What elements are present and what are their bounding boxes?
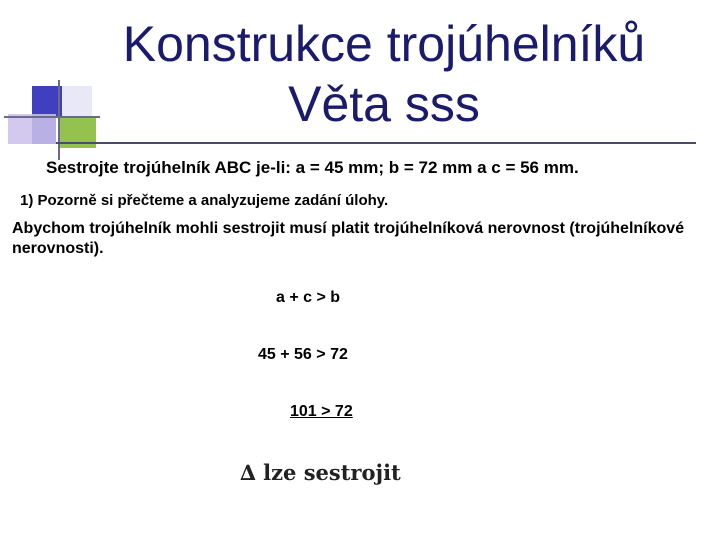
conclusion-text: ∆ lze sestrojit	[240, 460, 401, 485]
slide-title	[96, 14, 672, 134]
inequality-paragraph: Abychom trojúhelník mohli sestrojit musí platit trojúhelníková nerovnost (trojúhelníkové nerovnosti).	[12, 220, 685, 257]
deco-vertical-line	[58, 80, 60, 160]
deco-horizontal-line	[4, 116, 100, 118]
deco-square-lavender-soft	[32, 114, 56, 144]
title-line-2: Věta sss	[288, 76, 480, 132]
decorative-squares	[0, 0, 100, 160]
inequality-numeric: 45 + 56 > 72	[258, 346, 348, 363]
title-divider	[56, 142, 696, 144]
deco-square-light	[62, 86, 92, 116]
task-statement: Sestrojte trojúhelník ABC je-li: a = 45 mm; b = 72 mm a c = 56 mm.	[46, 158, 579, 177]
inequality-result: 101 > 72	[290, 403, 353, 420]
title-line-1: Konstrukce trojúhelníků	[122, 16, 646, 72]
step-one: 1) Pozorně si přečteme a analyzujeme zadání úlohy.	[20, 192, 389, 209]
inequality-symbolic: a + c > b	[276, 289, 341, 306]
